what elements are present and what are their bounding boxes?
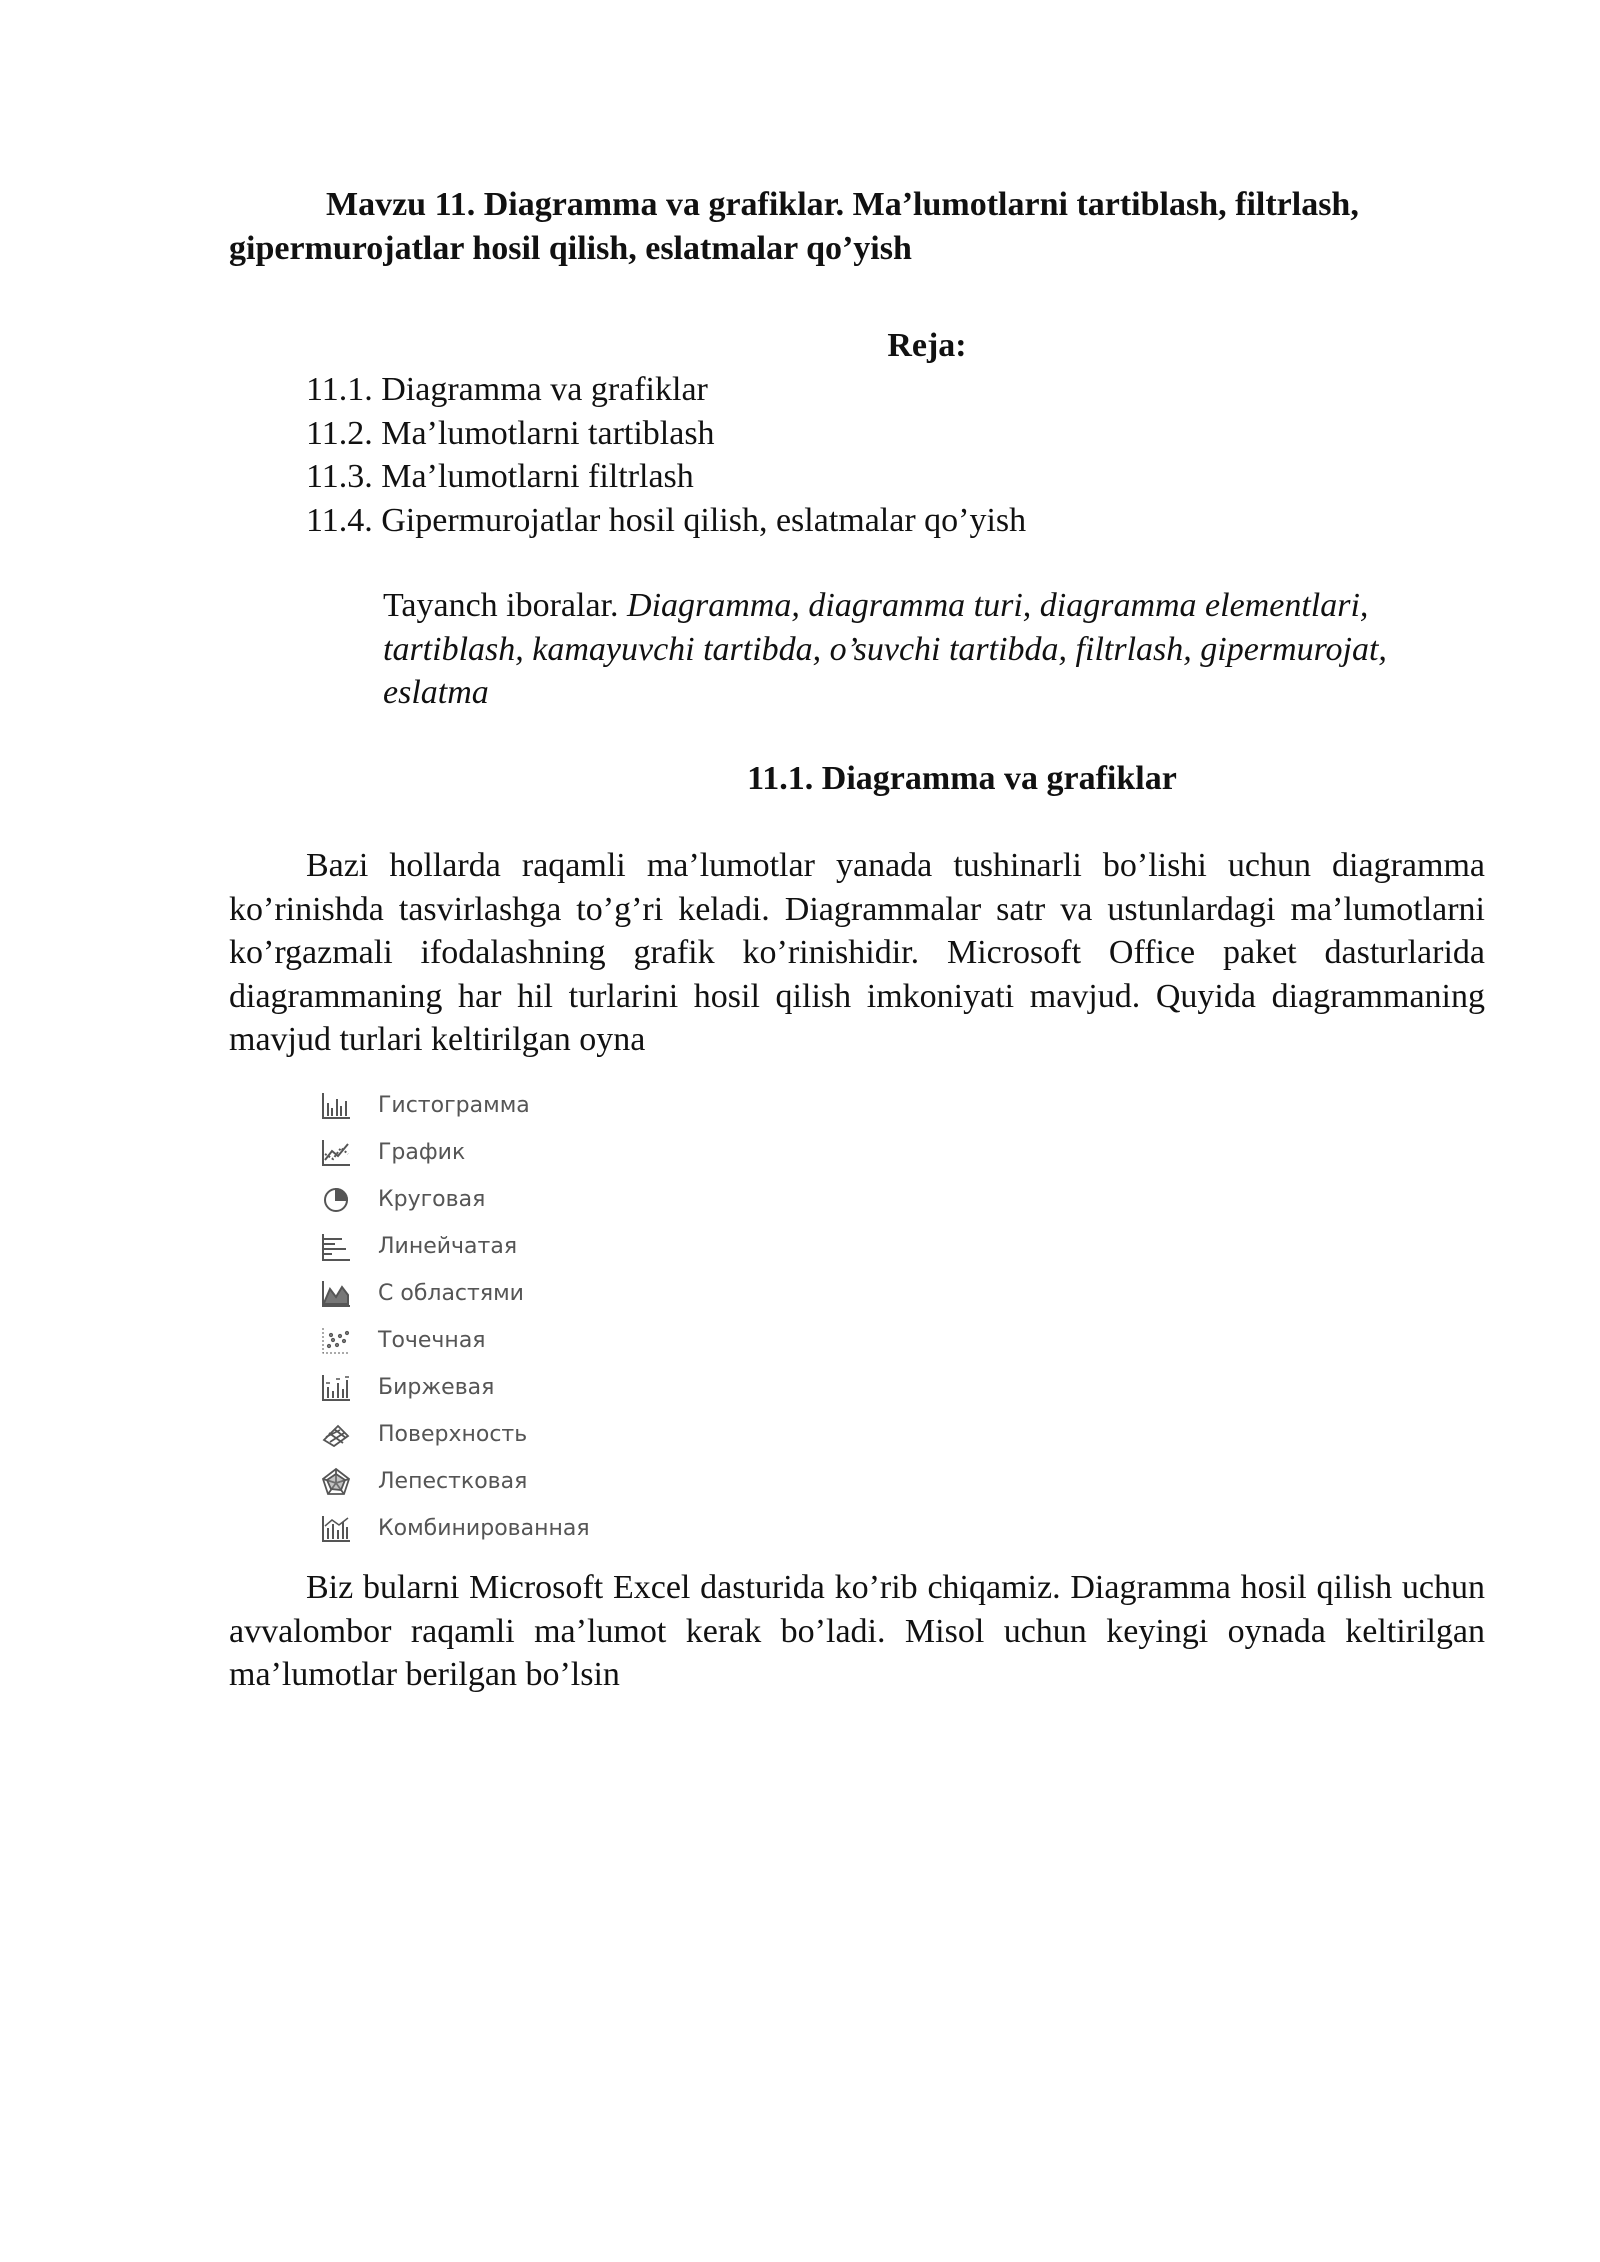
plan-heading: Reja: [887, 327, 967, 364]
radar-chart-icon [318, 1466, 354, 1498]
chart-type-label: График [378, 1140, 466, 1165]
paragraph-intro: Bazi hollarda raqamli ma’lumotlar yanada tushinarli bo’lishi uchun diagramma ko’rinishda tasvirlashga to’g’ri keladi. Diagrammalar satr va ustunlardagi ma’lumotlarni ko’rgazmali ifodalashning grafik ko’rinishidir. Microsoft Office paket dasturlarida diagrammaning har hil turlarini hosil qilish imkoniyati mavjud. Quyida diagrammaning mavjud turlari keltirilgan oyna [229, 847, 1485, 1058]
keywords-block [383, 584, 1493, 715]
keywords-label: Tayanch iboralar. [383, 587, 628, 624]
chart-type-label: Гистограмма [378, 1093, 530, 1118]
surface-chart-icon [318, 1419, 354, 1451]
section-heading: 11.1. Diagramma va grafiklar [747, 760, 1177, 797]
chart-type-label: Лепестковая [378, 1469, 528, 1494]
keywords-items: Diagramma, diagramma turi, diagramma elementlari, tartiblash, kamayuvchi tartibda, o’suvchi tartibda, filtrlash, gipermurojat, eslatma [383, 587, 1387, 711]
chart-type-item[interactable] [318, 1270, 590, 1317]
chart-type-label: Круговая [378, 1187, 486, 1212]
chart-type-label: Точечная [378, 1328, 486, 1353]
bar-chart-icon [318, 1231, 354, 1263]
chart-type-label: С областями [378, 1281, 524, 1306]
chart-type-label: Линейчатая [378, 1234, 518, 1259]
plan-item: 11.4. Gipermurojatlar hosil qilish, eslatmalar qo’yish [306, 501, 1027, 539]
chart-type-label: Комбинированная [378, 1516, 590, 1541]
plan-item: 11.3. Ma’lumotlarni filtrlash [306, 458, 694, 495]
chart-type-item[interactable] [318, 1505, 590, 1552]
line-chart-icon [318, 1137, 354, 1169]
combo-chart-icon [318, 1513, 354, 1545]
chart-type-item[interactable] [318, 1223, 590, 1270]
column-chart-icon [318, 1090, 354, 1122]
stock-chart-icon [318, 1372, 354, 1404]
chart-type-item[interactable] [318, 1411, 590, 1458]
chart-type-item[interactable] [318, 1364, 590, 1411]
plan-item: 11.1. Diagramma va grafiklar [306, 371, 708, 408]
pie-chart-icon [318, 1184, 354, 1216]
chart-type-list [318, 1082, 590, 1552]
chart-type-label: Поверхность [378, 1422, 528, 1447]
paragraph-excel: Biz bularni Microsoft Excel dasturida ko’rib chiqamiz. Diagramma hosil qilish uchun avvalombor raqamli ma’lumot kerak bo’ladi. Misol uchun keyingi oynada keltirilgan ma’lumotlar berilgan bo’lsin [229, 1569, 1485, 1693]
scatter-chart-icon [318, 1325, 354, 1357]
chart-type-item[interactable] [318, 1317, 590, 1364]
chart-type-item[interactable] [318, 1129, 590, 1176]
chart-type-item[interactable] [318, 1176, 590, 1223]
area-chart-icon [318, 1278, 354, 1310]
chart-type-item[interactable] [318, 1458, 590, 1505]
plan-item: 11.2. Ma’lumotlarni tartiblash [306, 414, 715, 452]
document-title: Mavzu 11. Diagramma va grafiklar. Ma’lumotlarni tartiblash, filtrlash, gipermurojatlar hosil qilish, eslatmalar qo’yish [229, 186, 1359, 267]
chart-type-label: Биржевая [378, 1375, 495, 1400]
plan-list [306, 368, 1026, 542]
chart-type-item[interactable] [318, 1082, 590, 1129]
